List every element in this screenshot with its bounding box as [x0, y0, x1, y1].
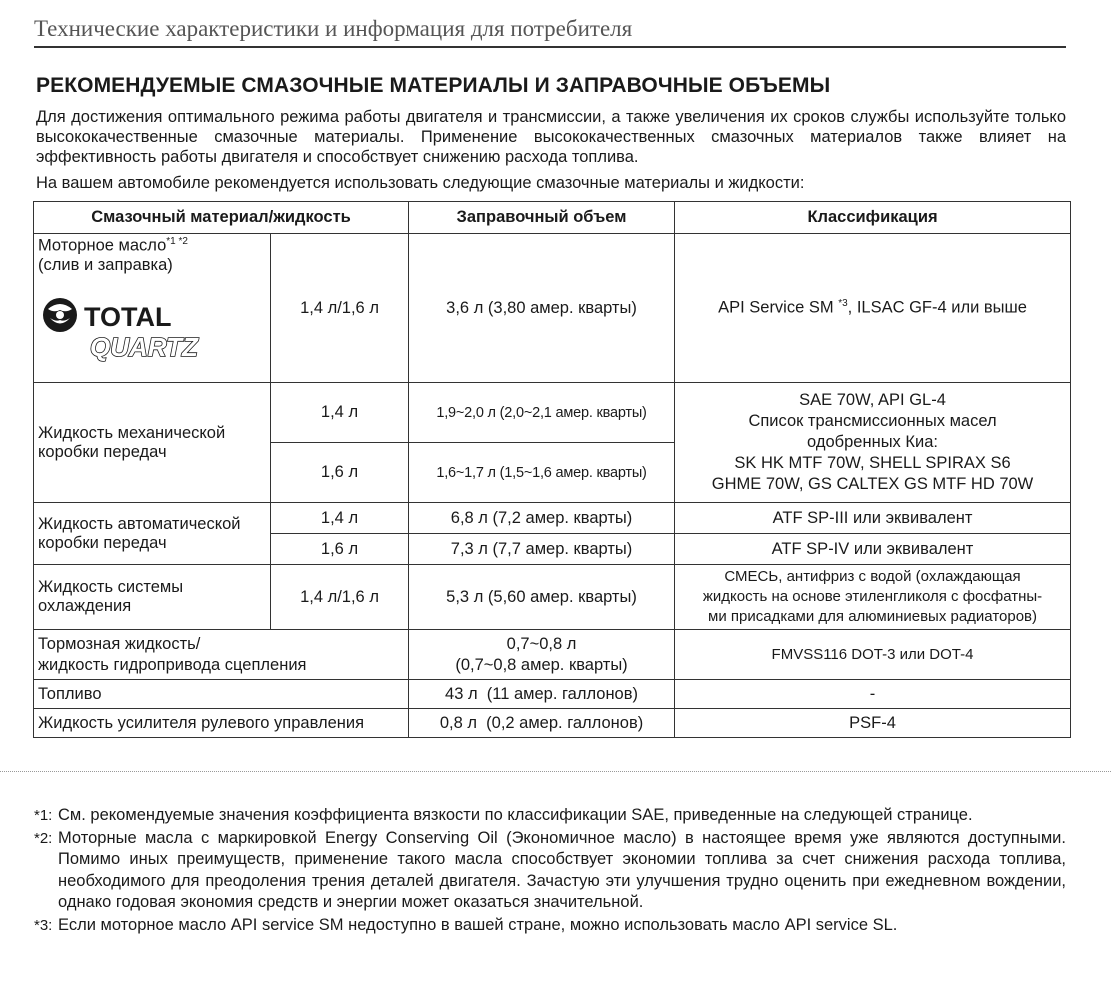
automatic-transmission-name: Жидкость автоматической коробки передач	[34, 503, 271, 565]
engine-oil-class	[675, 234, 1071, 383]
engine-oil-name: Моторное масло	[38, 236, 167, 255]
coolant-class-line: жидкость на основе этиленгликоля с фосфатны-	[702, 588, 1043, 605]
brake-fluid-name-line: жидкость гидропривода сцепления	[38, 655, 307, 674]
footnote-text: См. рекомендуемые значения коэффициента вязкости по классификации SAE, приведенные на следующей странице.	[58, 806, 973, 824]
engine-oil-class-a: API Service SM	[718, 298, 839, 317]
coolant-engine: 1,4 л/1,6 л	[271, 565, 409, 630]
footnote-mark: *1:	[34, 807, 53, 824]
power-steering-volume: 0,8 л (0,2 амер. галлонов)	[409, 709, 675, 738]
coolant-volume: 5,3 л (5,60 амер. кварты)	[409, 565, 675, 630]
brake-fluid-name	[34, 630, 409, 680]
engine-oil-engine: 1,4 л/1,6 л	[271, 234, 409, 383]
lead-sentence: На вашем автомобиле рекомендуется использовать следующие смазочные материалы и жидкости:	[36, 174, 805, 192]
automatic-transmission-engine-2: 1,6 л	[271, 534, 409, 565]
manual-transmission-class-line: одобренных Киа:	[807, 433, 938, 451]
footnote-item	[34, 915, 1066, 937]
manual-transmission-class-line: Список трансмиссионных масел	[748, 412, 997, 430]
manual-transmission-class-line: SAE 70W, API GL-4	[799, 391, 946, 409]
total-quartz-logo	[38, 293, 228, 365]
manual-transmission-volume-1: 1,9~2,0 л (2,0~2,1 амер. кварты)	[409, 383, 675, 443]
manual-transmission-engine-2: 1,6 л	[271, 443, 409, 503]
footnote-text: Моторные масла с маркировкой Energy Conserving Oil (Экономичное масло) в настоящее время уже являются доступными. Помимо иных преимуществ, применение такого масла способствует экономии топлива за счет снижения расхода топлива, необходимого для преодоления трения деталей двигателя. Зачастую эти улучшения трудно оценить при ежедневном вождении, однако годовая экономия средств и энергии может оказаться значительной.	[58, 828, 1066, 911]
footnote-item	[34, 828, 1066, 914]
table-row-brake-fluid	[34, 630, 1071, 680]
fuel-volume: 43 л (11 амер. галлонов)	[409, 680, 675, 709]
footnotes	[34, 805, 1066, 937]
automatic-transmission-class-1: ATF SP-III или эквивалент	[675, 503, 1071, 534]
coolant-class-line: ми присадками для алюминиевых радиаторов)	[708, 608, 1038, 625]
section-header: Технические характеристики и информация для потребителя	[34, 16, 633, 41]
engine-oil-class-b: , ILSAC GF-4 или выше	[847, 298, 1027, 317]
manual-transmission-volume-2: 1,6~1,7 л (1,5~1,6 амер. кварты)	[409, 443, 675, 503]
engine-oil-subtitle: (слив и заправка)	[38, 255, 173, 274]
automatic-transmission-class-2: ATF SP-IV или эквивалент	[675, 534, 1071, 565]
table-header-row	[34, 202, 1071, 234]
manual-transmission-class-line: SK HK MTF 70W, SHELL SPIRAX S6	[734, 454, 1011, 472]
intro-paragraph: Для достижения оптимального режима работы двигателя и трансмиссии, а также увеличения их сроков службы используйте только высококачественные смазочные материалы. Применение высококачественных смазочных материалов также влияет на эффективность работы двигателя и способствует снижению расхода топлива.	[36, 108, 1066, 166]
power-steering-class: PSF-4	[675, 709, 1071, 738]
fuel-class: -	[675, 680, 1071, 709]
table-row-power-steering	[34, 709, 1071, 738]
brake-fluid-name-line: Тормозная жидкость/	[38, 634, 201, 653]
header-classification: Классификация	[675, 202, 1071, 234]
header-volume: Заправочный объем	[409, 202, 675, 234]
table-row-fuel	[34, 680, 1071, 709]
table-row-engine-oil	[34, 234, 1071, 383]
table-row-coolant	[34, 565, 1071, 630]
engine-oil-volume: 3,6 л (3,80 амер. кварты)	[409, 234, 675, 383]
coolant-class-line: СМЕСЬ, антифриз с водой (охлаждающая	[724, 568, 1021, 585]
automatic-transmission-volume-1: 6,8 л (7,2 амер. кварты)	[409, 503, 675, 534]
manual-transmission-class	[675, 383, 1071, 503]
engine-oil-class-footnote: *3	[838, 298, 848, 310]
manual-transmission-engine-1: 1,4 л	[271, 383, 409, 443]
brake-fluid-volume-line: 0,7~0,8 л	[506, 634, 577, 653]
table-row-automatic-transmission-1	[34, 503, 1071, 534]
engine-oil-footnote-marks: *1 *2	[166, 236, 188, 247]
dotted-divider	[0, 771, 1111, 772]
header-lubricant: Смазочный материал/жидкость	[34, 202, 409, 234]
coolant-name: Жидкость системы охлаждения	[34, 565, 271, 630]
coolant-class	[675, 565, 1071, 630]
brake-fluid-volume	[409, 630, 675, 680]
footnote-text: Если моторное масло API service SM недоступно в вашей стране, можно использовать масло API service SL.	[58, 915, 898, 934]
automatic-transmission-volume-2: 7,3 л (7,7 амер. кварты)	[409, 534, 675, 565]
brake-fluid-volume-line: (0,7~0,8 амер. кварты)	[455, 655, 628, 674]
manual-transmission-class-line: GHME 70W, GS CALTEX GS MTF HD 70W	[711, 475, 1034, 493]
table-row-manual-transmission-1	[34, 383, 1071, 443]
footnote-item	[34, 805, 1066, 827]
page-title: РЕКОМЕНДУЕМЫЕ СМАЗОЧНЫЕ МАТЕРИАЛЫ И ЗАПРАВОЧНЫЕ ОБЪЕМЫ	[36, 74, 831, 97]
brake-fluid-class: FMVSS116 DOT-3 или DOT-4	[675, 630, 1071, 680]
quartz-logo-text: QUARTZ	[90, 331, 198, 362]
lubricants-table	[33, 201, 1071, 738]
footnote-mark: *3:	[34, 916, 53, 934]
footnote-mark: *2:	[34, 829, 53, 847]
automatic-transmission-engine-1: 1,4 л	[271, 503, 409, 534]
total-logo-text: TOTAL	[84, 301, 172, 332]
header-rule	[34, 46, 1066, 48]
manual-transmission-name: Жидкость механической коробки передач	[34, 383, 271, 503]
fuel-name: Топливо	[34, 680, 409, 709]
total-logo-icon	[43, 298, 77, 332]
engine-oil-name-cell	[34, 234, 271, 383]
power-steering-name: Жидкость усилителя рулевого управления	[34, 709, 409, 738]
